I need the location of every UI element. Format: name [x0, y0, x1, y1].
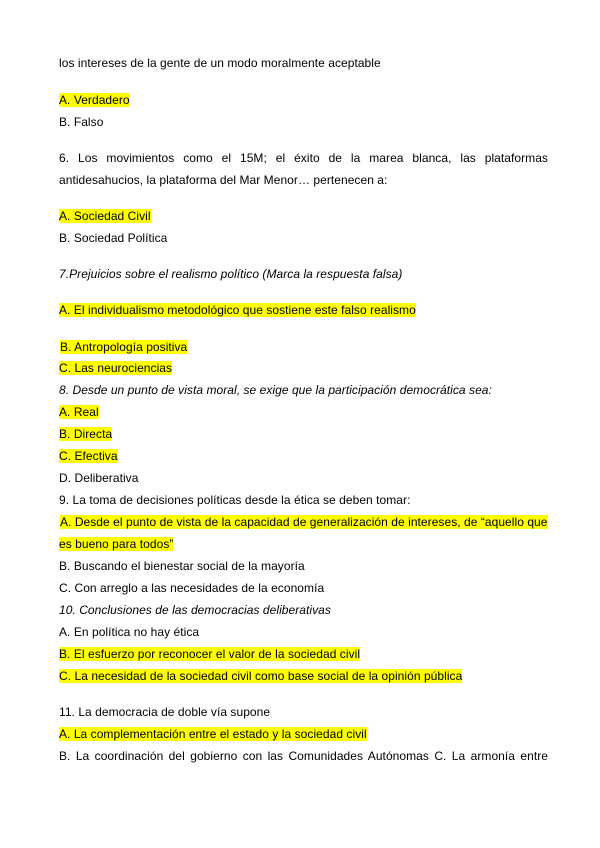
answer-option [59, 559, 305, 574]
answer-text: C. Con arreglo a las necesidades de la economía [59, 581, 325, 595]
question-text: 7.Prejuicios sobre el realismo político (Marca la respuesta falsa) [59, 267, 403, 281]
highlighted-answer: A. Desde el punto de vista de la capacidad de generalización de intereses, de “aquello que [60, 515, 548, 529]
question-line [59, 705, 270, 720]
question-text: 6. Los movimientos como el 15M; el éxito de la marea blanca, las plataformas [59, 151, 548, 165]
answer-option [59, 405, 99, 420]
answer-option [59, 427, 112, 442]
highlighted-answer: C. Las neurociencias [59, 361, 173, 375]
answer-option [59, 231, 167, 246]
question-line [59, 151, 548, 166]
answer-option [59, 625, 199, 640]
highlighted-answer: A. La complementación entre el estado y la sociedad civil [59, 727, 367, 741]
answer-option [60, 340, 187, 355]
highlighted-answer: B. Antropología positiva [60, 340, 188, 354]
question-text: 8. Desde un punto de vista moral, se exige que la participación democrática sea: [59, 383, 492, 397]
question-line [59, 173, 387, 188]
answer-text: B. Buscando el bienestar social de la mayoría [59, 559, 305, 573]
answer-option [59, 449, 118, 464]
highlighted-answer: A. Verdadero [59, 93, 130, 107]
answer-option [60, 515, 548, 530]
highlighted-answer: C. La necesidad de la sociedad civil como base social de la opinión pública [59, 669, 463, 683]
highlighted-answer: es bueno para todos” [59, 537, 174, 551]
answer-option [59, 749, 548, 764]
highlighted-answer: A. Sociedad Civil [59, 209, 151, 223]
question-text: antidesahucios, la plataforma del Mar Menor… pertenecen a: [59, 173, 388, 187]
question-line [59, 383, 492, 398]
answer-text: B. Falso [59, 115, 104, 129]
answer-option [59, 647, 360, 662]
highlighted-answer: B. Directa [59, 427, 113, 441]
highlighted-answer: C. Efectiva [59, 449, 118, 463]
answer-option [59, 471, 138, 486]
question-text: 11. La democracia de doble vía supone [59, 705, 271, 719]
answer-option [59, 361, 172, 376]
question-text: 9. La toma de decisiones políticas desde la ética se deben tomar: [59, 493, 411, 507]
highlighted-answer: B. El esfuerzo por reconocer el valor de la sociedad civil [59, 647, 361, 661]
answer-text: A. En política no hay ética [59, 625, 200, 639]
question-line [59, 267, 402, 282]
question-line [59, 603, 331, 618]
answer-option [59, 303, 416, 318]
answer-option [59, 537, 173, 552]
answer-text: B. La coordinación del gobierno con las Comunidades Autónomas C. La armonía entre [59, 749, 548, 763]
highlighted-answer: A. El individualismo metodológico que sostiene este falso realismo [59, 303, 416, 317]
question-line [59, 493, 410, 508]
answer-option [59, 669, 462, 684]
answer-option [59, 93, 130, 108]
answer-option [59, 115, 103, 130]
question-text: 10. Conclusiones de las democracias deliberativas [59, 603, 331, 617]
answer-option [59, 581, 324, 596]
answer-text: D. Deliberativa [59, 471, 139, 485]
highlighted-answer: A. Real [59, 405, 99, 419]
text-line [59, 56, 381, 71]
answer-text: B. Sociedad Política [59, 231, 168, 245]
answer-option [59, 209, 151, 224]
answer-option [59, 727, 367, 742]
line-text: los intereses de la gente de un modo moralmente aceptable [59, 56, 381, 70]
